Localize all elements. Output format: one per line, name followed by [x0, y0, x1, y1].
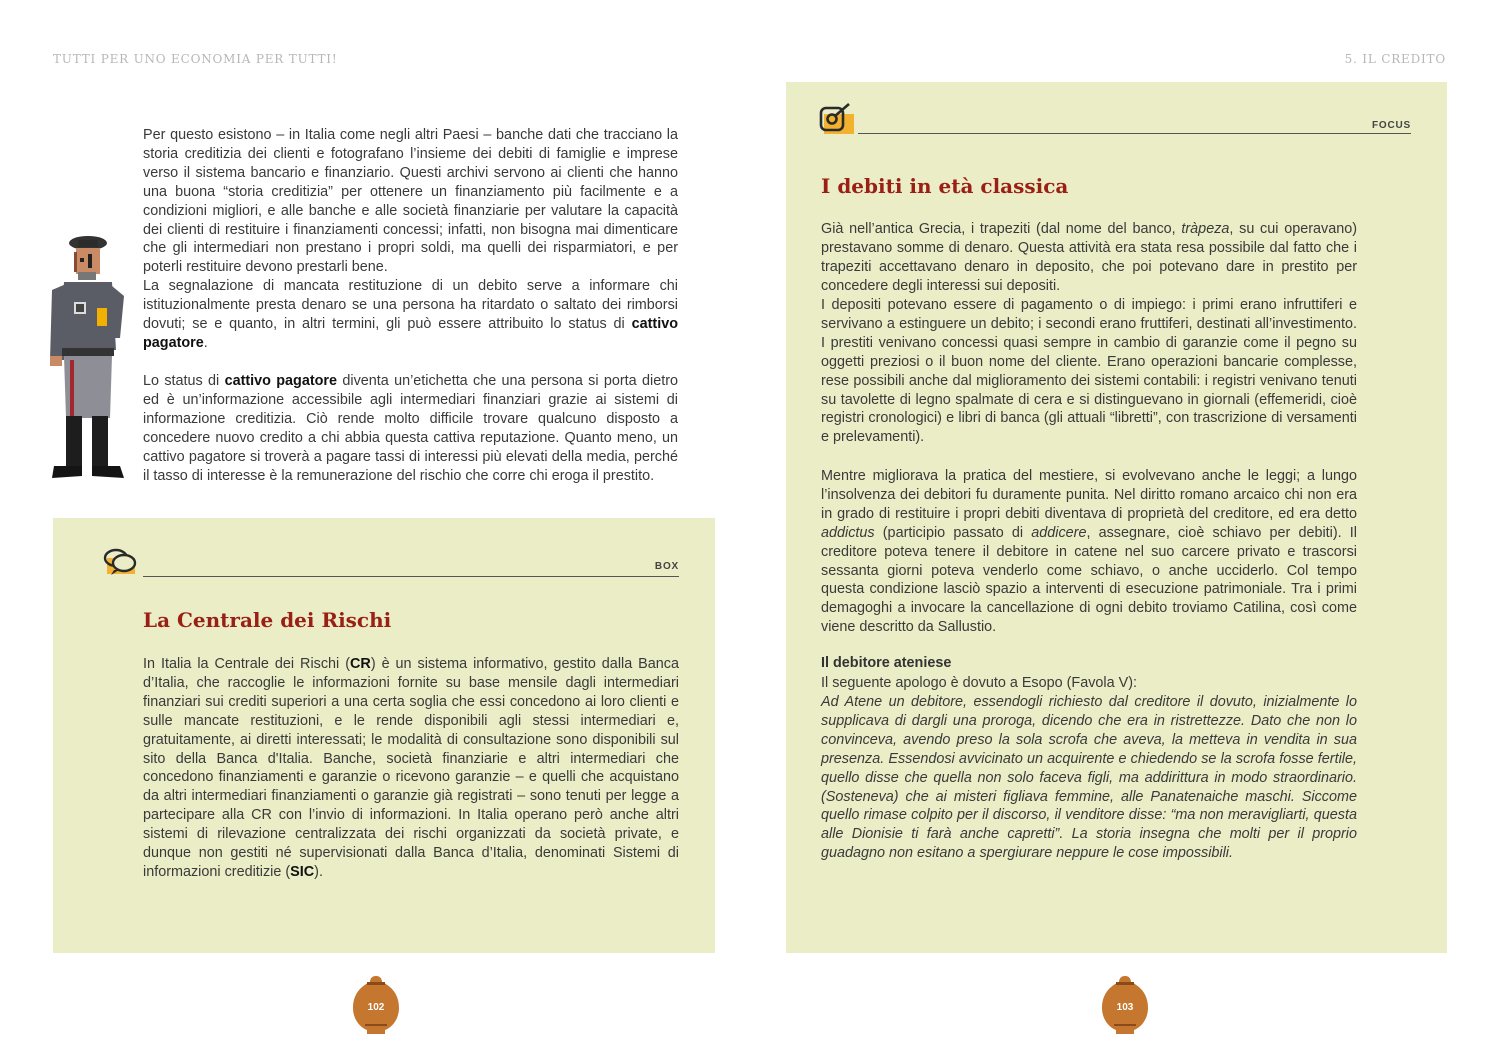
box-title: La Centrale dei Rischi — [143, 608, 392, 632]
target-icon — [818, 102, 856, 136]
box-text-a: In Italia la Centrale dei Rischi ( — [143, 656, 351, 672]
intro-p2-text: La segnalazione di mancata restituzione di un debito serve a informare chi istituzionalmente presta denaro se una persona ha ritardato o saltato dei rimborsi dovuti; se e quanto, in altri termini, gli può essere attribuito lo status di — [143, 278, 678, 332]
focus-p1-b: , su cui operavano) prestavano somme di denaro. Questa attività era stata resa possibile dal fatto che i trapeziti accettavano denaro in deposito, che poi potevano dare in prestito per concedere degli interessi sui depositi. — [821, 221, 1357, 294]
focus-p3-b: (participio passato di — [874, 524, 1032, 541]
intro-paragraph-3 — [143, 372, 678, 485]
box-text-c: ). — [314, 863, 323, 880]
focus-paragraph-3 — [821, 467, 1357, 637]
box-sic-bold: SIC — [290, 863, 315, 880]
intro-p2-bold: cattivo pagatore — [143, 315, 678, 351]
focus-paragraph-4: Il seguente apologo è dovuto a Esopo (Favola V): — [821, 675, 1138, 691]
intro-p3-bold: cattivo pagatore — [224, 373, 338, 389]
box-text — [143, 655, 679, 882]
page-number-right — [1100, 974, 1150, 1034]
intro-paragraph-1: Per questo esistono – in Italia come negli altri Paesi – banche dati che tracciano la storia creditizia dei clienti e fotografano l’insieme dei debiti di famiglie e imprese verso il sistema bancario e finanziario. Questi archivi servono ai clienti che hanno una buona “storia creditizia” per ottenere un finanziamento più facilmente e a condizioni migliori, e alle banche e alle società finanziarie per valutare la capacità dei clienti di restituire i finanziamenti concessi; infatti, non bisogna mai dimenticare che gli intermediari non prestano i propri soldi, ma quelli dei risparmiatori, e per poterli restituire devono prestarli bene. — [143, 127, 678, 276]
focus-p3-italic-2: addicere — [1031, 524, 1087, 541]
intro-p2-end: . — [203, 334, 208, 351]
focus-p1-italic: tràpeza — [1181, 221, 1230, 237]
page-number-right-text: 103 — [1116, 1002, 1134, 1013]
intro-p3-text-b: diventa un’etichetta che una persona si porta dietro ed è un’informazione accessibile agli intermediari finanziari grazie ai sistemi di informazione creditizia. Ciò rende molto difficile trovare qualcuno disposto a concedere nuovo credito a chi abbia questa cattiva reputazione. Quanto meno, un cattivo pagatore si troverà a pagare tassi di interessi più elevati della media, perché il tasso di interesse è la remunerazione del rischio che corre chi eroga il prestito. — [143, 373, 679, 484]
page-number-left — [351, 974, 401, 1034]
box-tag: BOX — [654, 561, 679, 572]
intro-p3-text-a: Lo status di — [143, 373, 225, 389]
running-head-left: TUTTI PER UNO ECONOMIA PER TUTTI! — [53, 52, 338, 66]
focus-box — [786, 82, 1447, 953]
box-cr-bold: CR — [350, 656, 371, 672]
box-text-b: ) è un sistema informativo, gestito dalla Banca d’Italia, che raccoglie le informazioni fornite su base mensile dagli intermediari finanziari sui crediti superiori a una certa soglia che essi concedono ai loro clienti e sulle mancate restituzioni, e le rende disponibili agli stessi intermediari e, gratuitamente, ai diretti interessati; le modalità di consultazione sono disponibili sul sito della Banca d'Italia. Banche, società finanziarie e altri intermediari che concedono finanziamenti e garanzie o ricevono garanzie – e quelli che acquistano da altri intermediari finanziamenti o garanzie già registrati – sono tenuti per legge a partecipare alla CR con l’invio di informazioni. In Italia operano però anche altri sistemi di rilevazione centralizzata dei rischi organizzati da società private, e dunque non gestiti né supervisionati dalla Banca d’Italia, denominati Sistemi di informazioni creditizie ( — [143, 656, 679, 880]
focus-rule — [858, 133, 1411, 134]
focus-p1-a: Già nell’antica Grecia, i trapeziti (dal nome del banco, — [821, 221, 1182, 237]
speech-bubbles-icon — [103, 548, 137, 576]
page-number-left-text: 102 — [367, 1002, 385, 1013]
focus-p3-italic-1: addictus — [821, 524, 875, 541]
running-head-right: 5. IL CREDITO — [1344, 52, 1446, 66]
focus-paragraph-2: I depositi potevano essere di pagamento o di impiego: i primi erano infruttiferi e servivano a estinguere un debito; i secondi erano fruttiferi, destinati all’investimento. I prestiti venivano concessi quasi sempre in cambio di garanzie come il pegno su oggetti preziosi o il buon nome del cliente. Erano operazioni bancarie complesse, rese possibili anche dal miglioramento dei sistemi contabili: i registri venivano tenuti su tavolette di legno spalmate di cera e si distinguevano in giornali (effemeridi, cioè registri cronologici) e libri di banca (gli attuali “libretti”, con trascrizione di versamenti e prelevamenti). — [821, 297, 1357, 446]
focus-tag: FOCUS — [1372, 120, 1411, 131]
focus-fable: Ad Atene un debitore, essendogli richiesto dal creditore il dovuto, inizialmente lo supplicava di dargli una proroga, dicendo che era in ristrettezze. Dato che non lo convinceva, avendo preso la sola scrofa che aveva, la metteva in vendita in sua presenza. Essendosi avvicinato un acquirente e chiedendo se la scrofa fosse fertile, quello disse che quella non solo faceva figli, ma addirittura in modo straordinario. (Sosteneva) che ai misteri figliava femmine, alle Panatenaiche maschi. Siccome quello rimase colpito per il discorso, il venditore disse: “ma non meravigliarti, questa alle Dionisie ti farà anche capretti”. La storia insegna che molti per il proprio guadagno non esitano a spergiurare neppure le cose impossibili. — [821, 694, 1357, 862]
box-rule — [143, 576, 679, 577]
intro-paragraph-2 — [143, 277, 678, 353]
policeman-illustration — [44, 230, 130, 482]
box-centrale-rischi — [53, 518, 715, 953]
focus-subheading: Il debitore ateniese — [821, 655, 952, 671]
focus-p3-a: Mentre migliorava la pratica del mestiere, si evolvevano anche le leggi; a lungo l’insolvenza dei debitori fu duramente punita. Nel diritto romano arcaico chi non era in grado di restituire i propri debiti diventava di proprietà del creditore, ed era detto — [821, 468, 1357, 522]
focus-paragraph-1 — [821, 220, 1357, 296]
focus-title: I debiti in età classica — [821, 174, 1069, 198]
focus-p3-c: , assegnare, cioè schiavo per debiti). Il creditore poteva tenere il debitore in catene nel suo carcere privato e trascorsi sessanta giorni poteva venderlo come schiavo, o anche ucciderlo. Col tempo questa condizione lasciò spazio a interventi di esecuzione patrimoniale. Tra i primi demagoghi a invocare la cancellazione di ogni debito troviamo Catilina, così come viene descritto da Sallustio. — [821, 524, 1357, 636]
